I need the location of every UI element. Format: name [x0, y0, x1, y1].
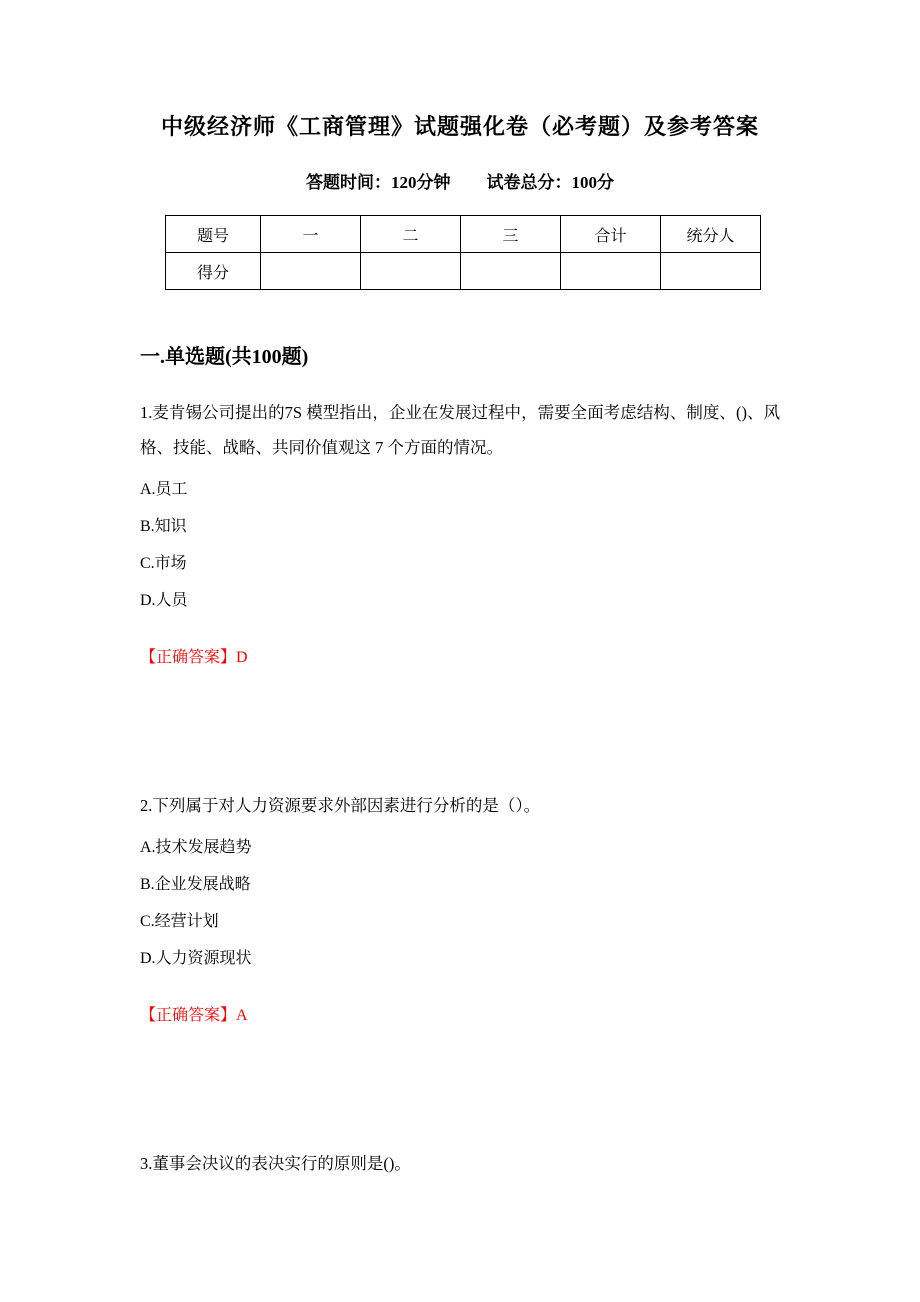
- score-table-header-cell: 一: [261, 216, 361, 253]
- option-b: B.企业发展战略: [140, 876, 251, 893]
- question-2: [140, 788, 780, 1028]
- option-a: A.技术发展趋势: [140, 839, 252, 856]
- question-1: [140, 395, 780, 670]
- question-options: [140, 829, 780, 977]
- correct-answer: 【正确答案】A: [140, 1007, 248, 1024]
- score-table-header-cell: 题号: [166, 216, 261, 253]
- option-c: C.市场: [140, 555, 187, 572]
- question-3: [140, 1146, 780, 1181]
- exam-meta: [140, 168, 780, 193]
- option-d: D.人员: [140, 592, 188, 609]
- score-cell: [261, 253, 361, 290]
- question-options: [140, 471, 780, 619]
- score-cell: [661, 253, 761, 290]
- score-cell: [561, 253, 661, 290]
- option-b: B.知识: [140, 518, 187, 535]
- exam-total-label: 试卷总分：100分: [486, 173, 614, 192]
- option-a: A.员工: [140, 481, 188, 498]
- score-table-header-cell: 合计: [561, 216, 661, 253]
- score-cell: [461, 253, 561, 290]
- option-c: C.经营计划: [140, 913, 219, 930]
- question-text: 2.下列属于对人力资源要求外部因素进行分析的是（）。: [140, 796, 541, 815]
- score-table-header-cell: 统分人: [661, 216, 761, 253]
- score-cell: [361, 253, 461, 290]
- exam-time-label: 答题时间：120分钟: [306, 173, 451, 192]
- score-table-row-label: 得分: [166, 253, 261, 290]
- question-text: 3.董事会决议的表决实行的原则是()。: [140, 1154, 411, 1173]
- page-title: 中级经济师《工商管理》试题强化卷（必考题）及参考答案: [160, 114, 759, 139]
- question-text: 1.麦肯锡公司提出的7S 模型指出，企业在发展过程中，需要全面考虑结构、制度、()、风格、技能、战略、共同价值观这 7 个方面的情况。: [140, 403, 780, 457]
- option-d: D.人力资源现状: [140, 950, 252, 967]
- score-table-score-row: [166, 253, 761, 290]
- section-heading: 一.单选题(共100题): [140, 346, 309, 368]
- correct-answer: 【正确答案】D: [140, 649, 248, 666]
- score-table-header-cell: 三: [461, 216, 561, 253]
- score-table-header-cell: 二: [361, 216, 461, 253]
- score-table-header-row: [166, 216, 761, 253]
- score-table: [165, 215, 761, 290]
